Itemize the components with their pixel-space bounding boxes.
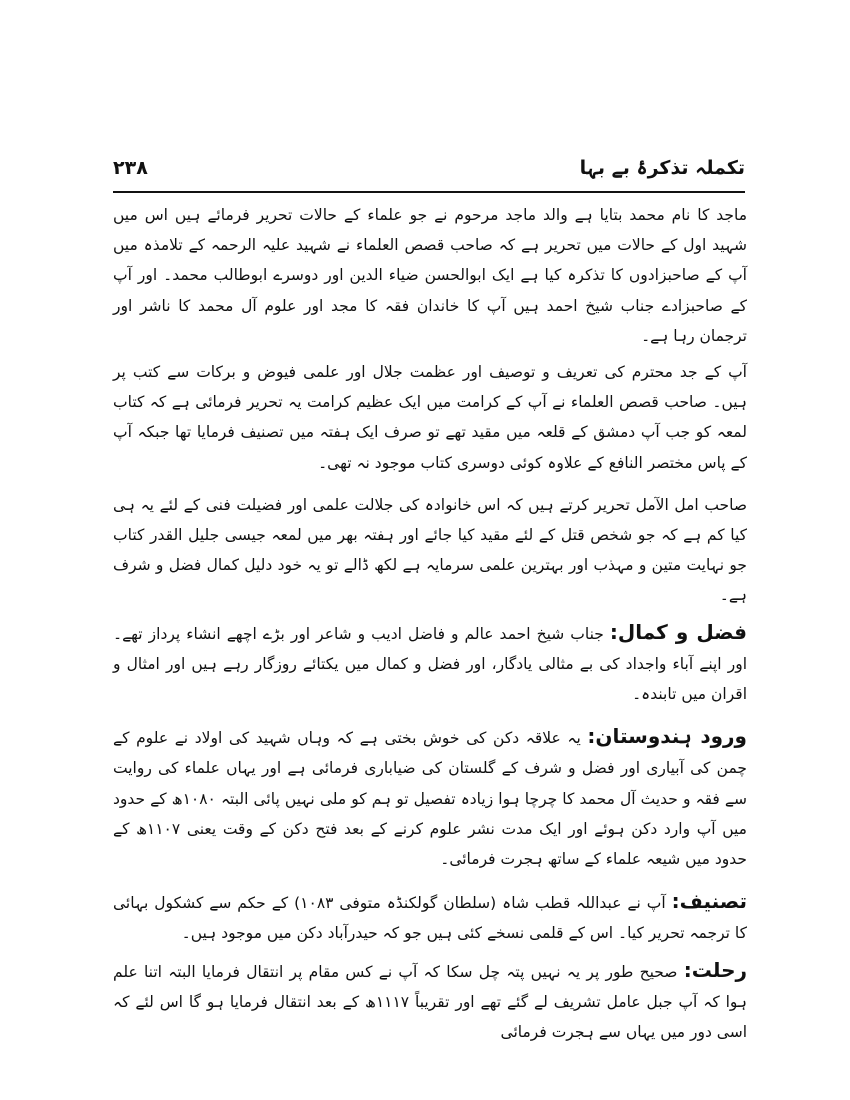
paragraph-text: آپ نے عبداللہ قطب شاہ (سلطان گولکنڈہ متوفی ۱۰۸۳) کے حکم سے کشکول بہائی کا ترجمہ تحریر کیا۔ اس کے قلمی نسخے کئی ہیں جو کہ حیدرآباد دکن میں موجود ہیں۔: [113, 894, 747, 943]
paragraph-amal-al-amil: [113, 490, 747, 611]
paragraph-text: ماجد کا نام محمد بتایا ہے والد ماجد مرحوم نے جو علماء کے حالات تحریر فرمائے ہیں اس میں شہید اول کے حالات میں تحریر ہے کہ صاحب قصص العلماء نے شہید علیہ الرحمہ کے تلامذہ میں آپ کے صاحبزادوں کا تذکرہ کیا ہے ایک ابوالحسن ضیاء الدین اور دوسرے ابوطالب محمد۔ اور آپ کے صاحبزادے جناب شیخ احمد ہیں آپ کا خاندان فقہ کا مجد اور علوم آل محمد کا ناشر اور ترجمان رہا ہے۔: [113, 206, 747, 345]
paragraph-virtue: [113, 617, 747, 710]
paragraph-death: [113, 955, 747, 1048]
paragraph-text: صحیح طور پر یہ نہیں پتہ چل سکا کہ آپ نے کس مقام پر انتقال فرمایا البتہ اتنا علم ہوا کہ آپ جبل عامل تشریف لے گئے تھے اور تقریباً ۱۱۱۷ھ کے بعد انتقال فرمایا ہو گا اس لئے کہ اسی دور میں یہاں سے ہجرت فرمائی: [113, 962, 748, 1042]
paragraph-works: [113, 886, 747, 948]
running-title: تکملہ تذکرۂ بے بہا: [579, 157, 745, 179]
page-number: ۲۳۸: [113, 157, 148, 179]
paragraph-text: یہ علاقہ دکن کی خوش بختی ہے کہ وہاں شہید کی اولاد نے علوم کے چمن کی آبیاری اور فضل و شرف کے گلستان کی ضیاباری فرمائی ہے اور یہاں علماء کی روایت سے فقہ و حدیث آل محمد کا چرچا ہوا زیادہ تفصیل تو ہم کو ملی نہیں پائی البتہ ۱۰۸۰ھ کے حدود میں آپ وارد دکن ہوئے اور ایک مدت نشر علوم کرنے کے بعد فتح دکن کے وقت یعنی ۱۱۰۷ھ کے حدود میں شیعہ علماء کے ساتھ ہجرت فرمائی۔: [113, 729, 747, 869]
paragraph-arrival-india: [113, 721, 747, 874]
page-header: [113, 157, 745, 189]
body-text: [113, 200, 747, 1047]
header-rule: [113, 191, 745, 193]
paragraph-text: جناب شیخ احمد عالم و فاضل ادیب و شاعر اور بڑے اچھے انشاء پرداز تھے۔ اور اپنے آباء واجداد کی بے مثالی یادگار، اور فضل و کمال میں یکتائے روزگار رہے ہیں اور امثال و اقران میں تابندہ۔: [113, 624, 747, 704]
section-heading: فضل و کمال:: [609, 619, 747, 644]
section-heading: ورود ہندوستان:: [587, 724, 747, 749]
paragraph-text: آپ کے جد محترم کی تعریف و توصیف اور عظمت جلال اور علمی فیوض و برکات سے کتب پر ہیں۔ صاحب قصص العلماء نے آپ کے کرامت میں ایک عظیم کرامت یہ تحریر فرمائی ہے کہ کتاب لمعہ کو جب آپ دمشق کے قلعہ میں مقید تھے تو صرف ایک ہفتہ میں تصنیف فرمایا تھا جبکہ آپ کے پاس مختصر النافع کے علاوہ کوئی دوسری کتاب موجود نہ تھی۔: [113, 363, 747, 472]
section-heading: رحلت:: [683, 957, 747, 982]
paragraph-lineage: [113, 200, 747, 351]
section-heading: تصنیف:: [671, 889, 747, 914]
paragraph-text: صاحب امل الآمل تحریر کرتے ہیں کہ اس خانوادہ کی جلالت علمی اور فضیلت فنی کے لئے یہ ہی کیا کم ہے کہ جو شخص قتل کے لئے مقید کیا جائے اور ہفتہ بھر میں لمعہ جیسی جلیل القدر کتاب جو نہایت متین و مہذب اور بہترین علمی سرمایہ ہے لکھ ڈالے تو یہ خود دلیل کمال فضل و شرف ہے۔: [113, 495, 747, 605]
paragraph-ancestor: [113, 357, 747, 478]
